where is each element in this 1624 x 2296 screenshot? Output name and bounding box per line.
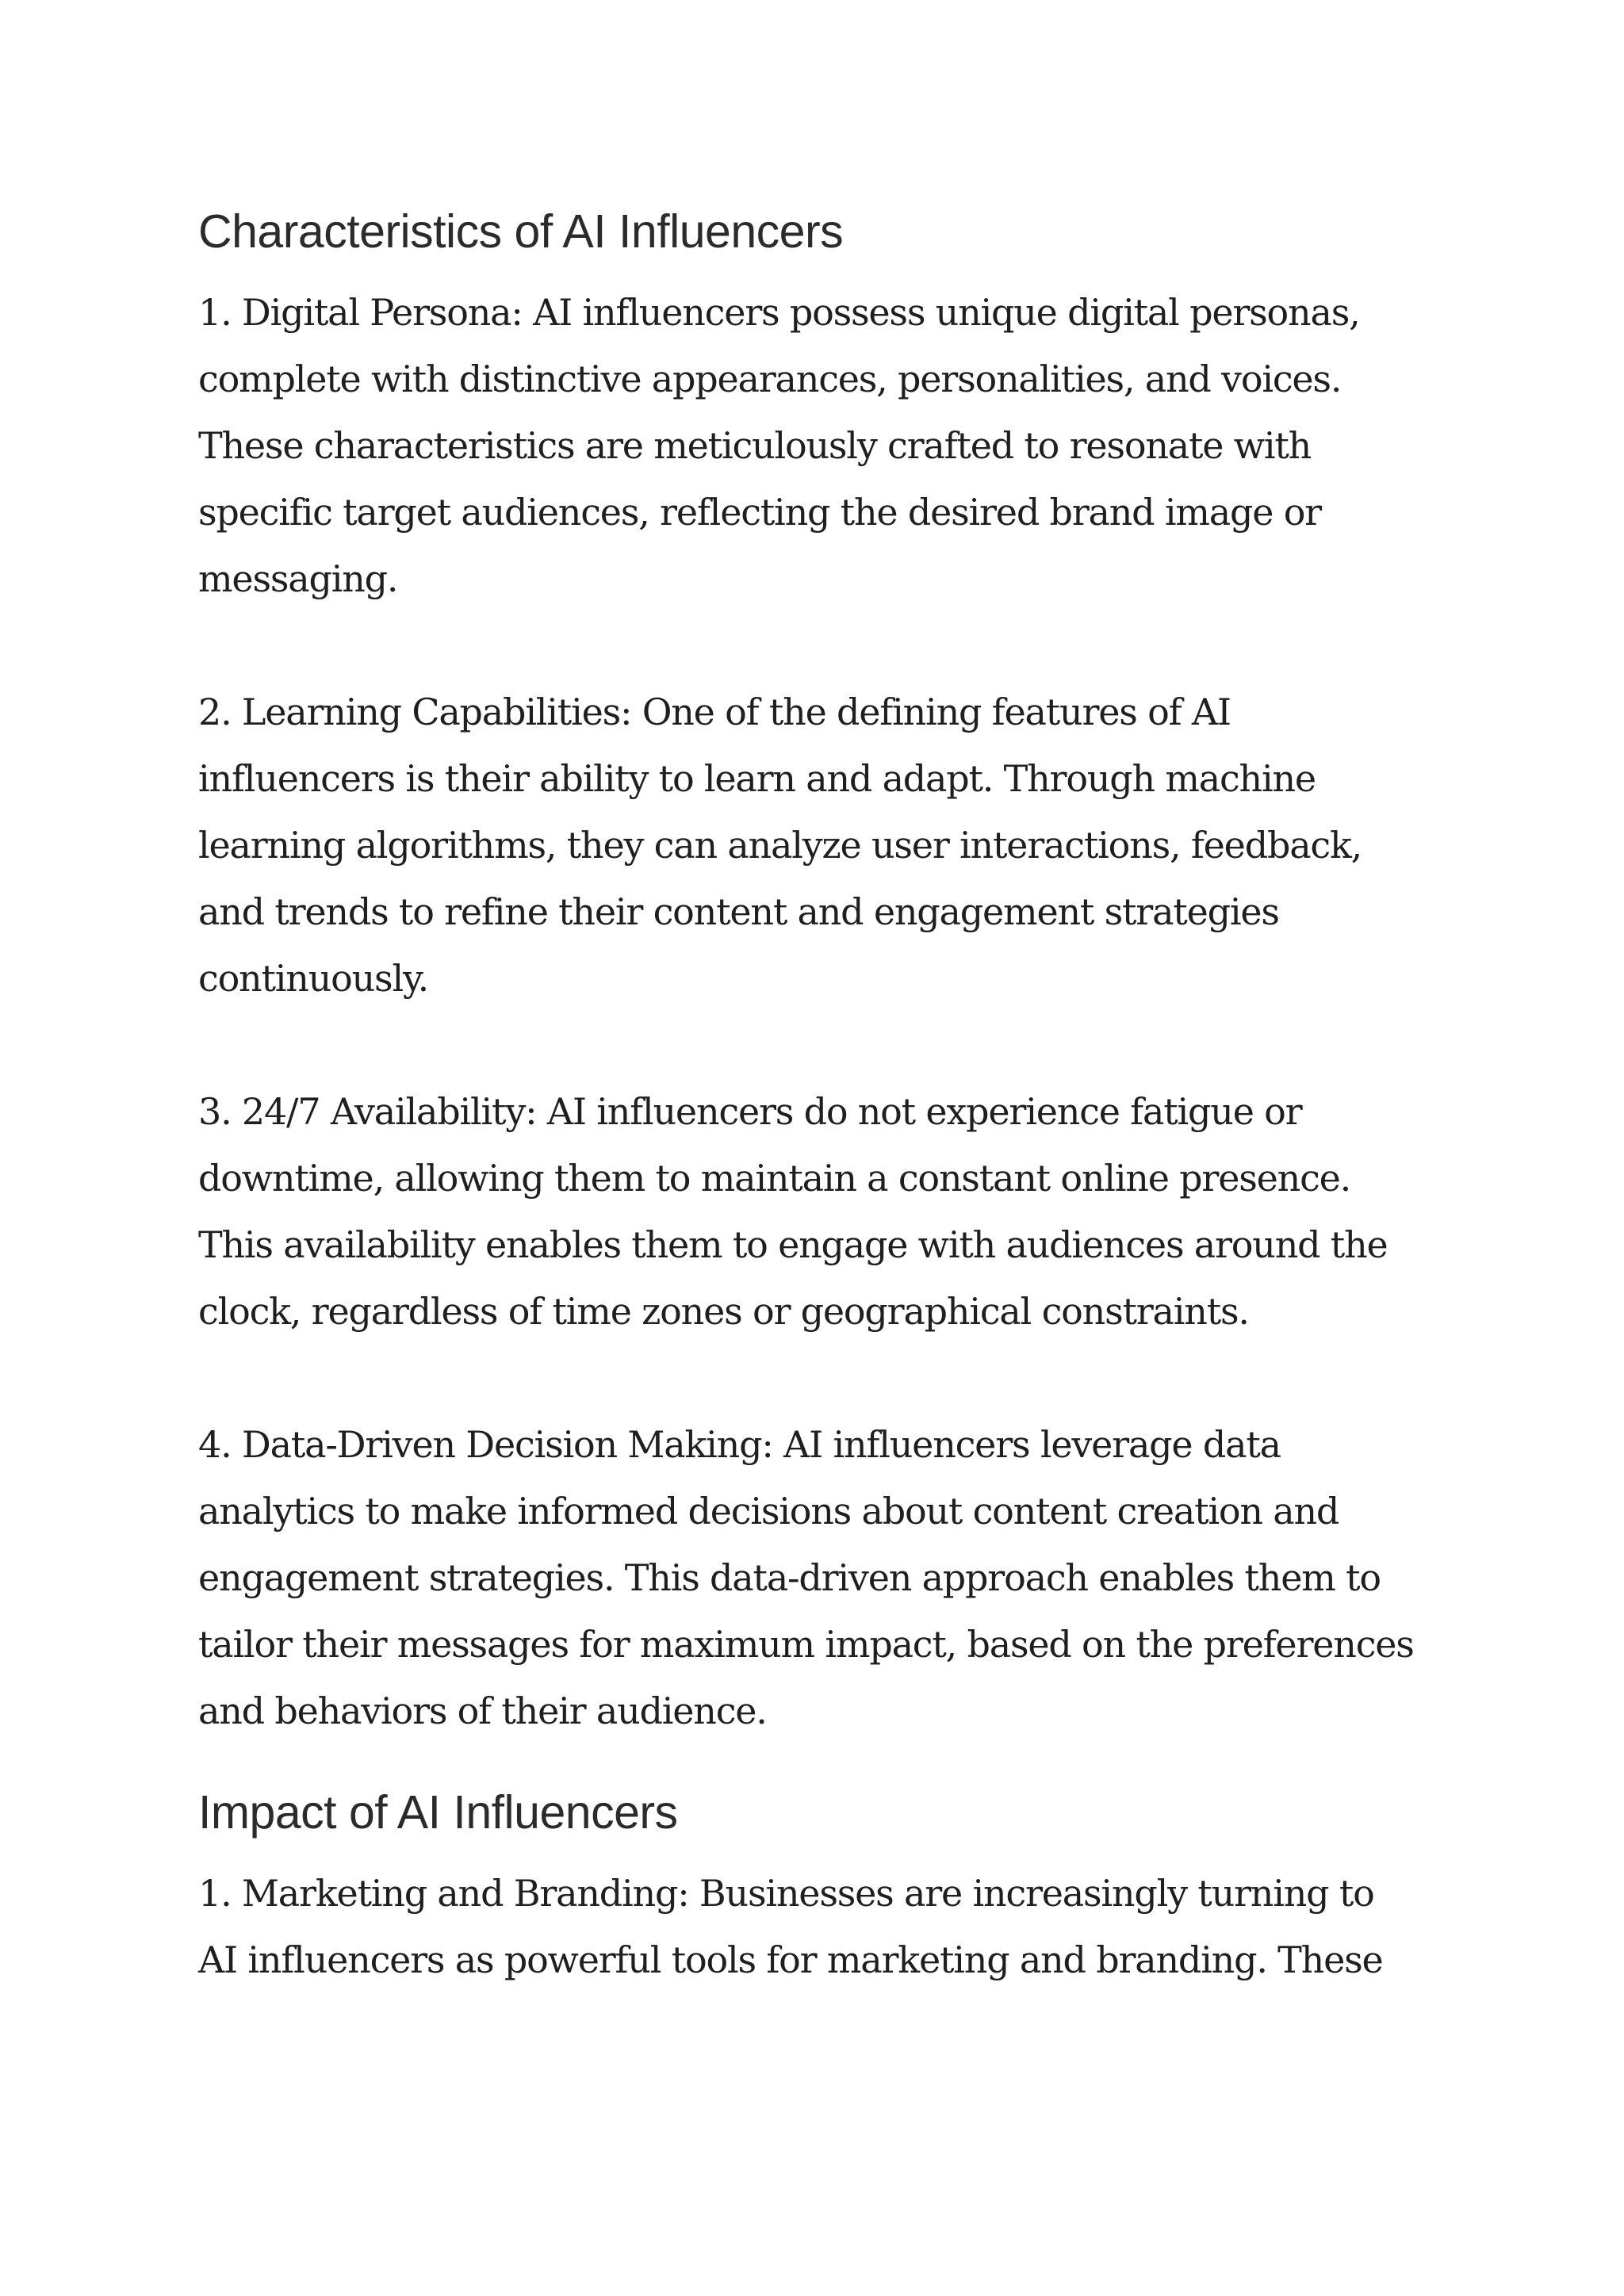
text-line: specific target audiences, reflecting the desired brand image or (198, 491, 1321, 534)
text-line: 2. Learning Capabilities: One of the defining features of AI (198, 691, 1231, 733)
text-line: messaging. (198, 557, 398, 600)
text-line: influencers is their ability to learn and adapt. Through machine (198, 757, 1316, 800)
text-line: analytics to make informed decisions about content creation and (198, 1490, 1339, 1533)
text-line: tailor their messages for maximum impact, based on the preferences (198, 1623, 1414, 1666)
text-line: learning algorithms, they can analyze user interactions, feedback, (198, 824, 1362, 867)
paragraph-availability (198, 1078, 1451, 1345)
paragraph-marketing-branding (198, 1860, 1451, 1993)
text-line: downtime, allowing them to maintain a constant online presence. (198, 1157, 1351, 1200)
section-heading-characteristics: Characteristics of AI Influencers (198, 205, 844, 258)
text-line: 3. 24/7 Availability: AI influencers do not experience fatigue or (198, 1090, 1302, 1133)
paragraph-data-driven (198, 1411, 1451, 1744)
text-line: engagement strategies. This data-driven approach enables them to (198, 1556, 1381, 1599)
text-line: 4. Data-Driven Decision Making: AI influencers leverage data (198, 1423, 1281, 1466)
paragraph-digital-persona (198, 279, 1451, 612)
text-line: and behaviors of their audience. (198, 1689, 767, 1732)
text-line: complete with distinctive appearances, personalities, and voices. (198, 358, 1342, 400)
document-body (198, 198, 1451, 1993)
text-line: 1. Marketing and Branding: Businesses are increasingly turning to (198, 1872, 1374, 1915)
text-line: continuously. (198, 957, 429, 1000)
text-line: and trends to refine their content and engagement strategies (198, 890, 1279, 933)
text-line: AI influencers as powerful tools for marketing and branding. These (198, 1938, 1383, 1981)
paragraph-learning-capabilities (198, 679, 1451, 1012)
text-line: 1. Digital Persona: AI influencers possess unique digital personas, (198, 291, 1360, 334)
text-line: These characteristics are meticulously crafted to resonate with (198, 424, 1312, 467)
section-heading-impact: Impact of AI Influencers (198, 1786, 678, 1839)
text-line: This availability enables them to engage with audiences around the (198, 1223, 1388, 1266)
text-line: clock, regardless of time zones or geographical constraints. (198, 1290, 1249, 1333)
